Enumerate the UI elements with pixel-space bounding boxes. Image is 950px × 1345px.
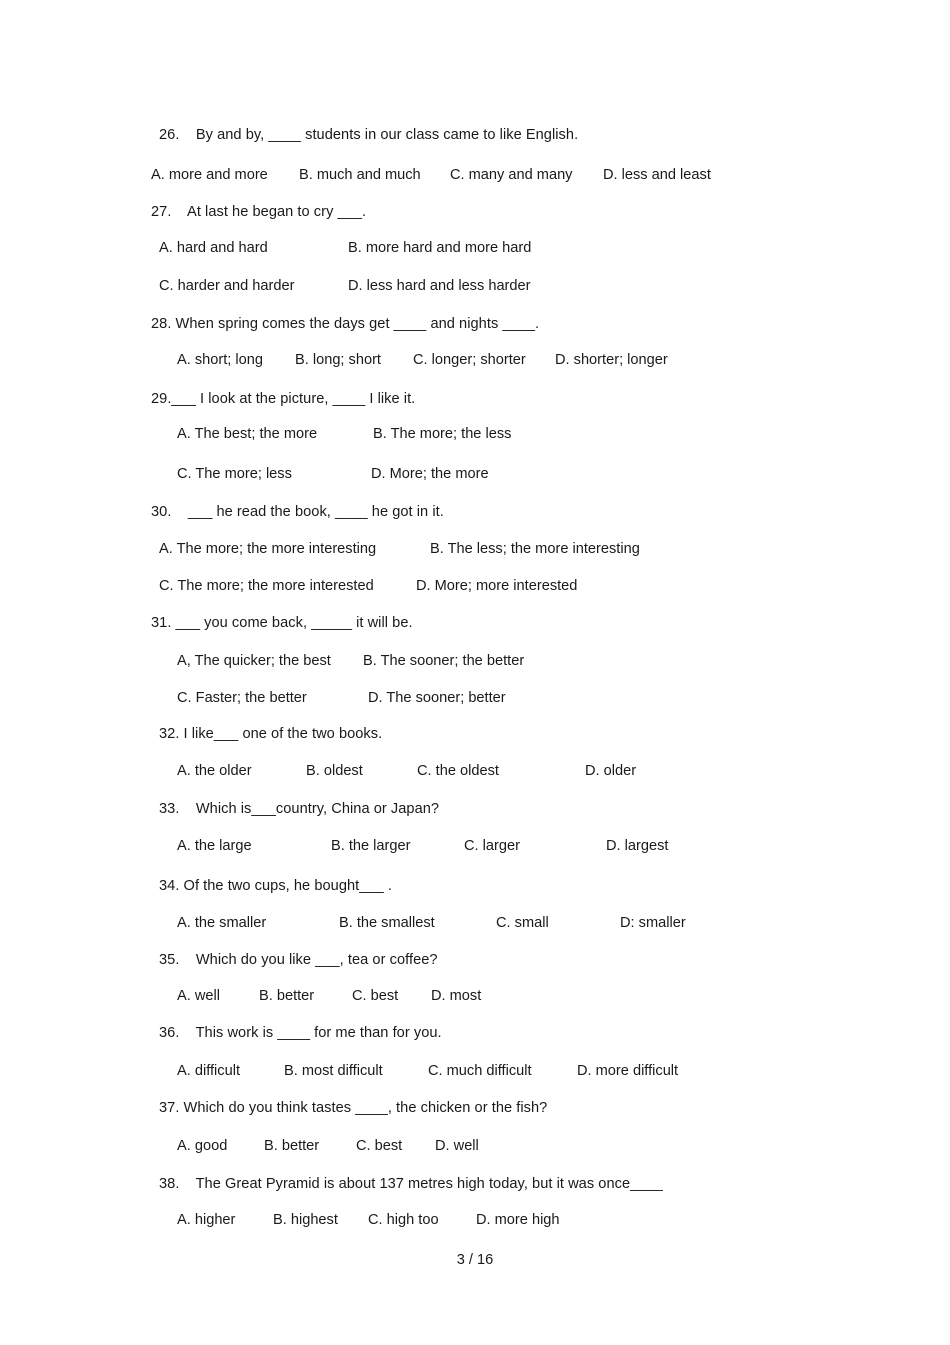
- question-stem: 32. I like___ one of the two books.: [159, 726, 383, 742]
- option-c: C. The more; the more interested: [159, 578, 374, 594]
- option-c: C. The more; less: [177, 466, 292, 482]
- option-d: D. well: [435, 1138, 479, 1154]
- question-stem: 28. When spring comes the days get ____ and nights ____.: [151, 316, 540, 332]
- question-stem: 26. By and by, ____ students in our class came to like English.: [159, 127, 579, 143]
- option-b: B. The less; the more interesting: [430, 541, 640, 557]
- question-stem: 30. ___ he read the book, ____ he got in it.: [151, 504, 444, 520]
- option-d: D: smaller: [620, 915, 686, 931]
- option-a: A. higher: [177, 1212, 236, 1228]
- option-b: B. oldest: [306, 763, 363, 779]
- option-c: C. the oldest: [417, 763, 499, 779]
- option-a: A. The more; the more interesting: [159, 541, 377, 557]
- question-stem: 33. Which is___country, China or Japan?: [159, 801, 440, 817]
- option-b: B. the smallest: [339, 915, 435, 931]
- option-c: C. longer; shorter: [413, 352, 526, 368]
- option-a: A. good: [177, 1138, 228, 1154]
- question-stem: 35. Which do you like ___, tea or coffee?: [159, 952, 438, 968]
- option-c: C. many and many: [450, 167, 573, 183]
- question-stem: 29.___ I look at the picture, ____ I like it.: [151, 391, 416, 407]
- option-d: D. The sooner; better: [368, 690, 506, 706]
- option-d: D. More; more interested: [416, 578, 578, 594]
- question-stem: 31. ___ you come back, _____ it will be.: [151, 615, 413, 631]
- option-c: C. Faster; the better: [177, 690, 307, 706]
- option-d: D. shorter; longer: [555, 352, 668, 368]
- option-d: D. more difficult: [577, 1063, 679, 1079]
- option-a: A. well: [177, 988, 220, 1004]
- option-d: D. largest: [606, 838, 669, 854]
- option-b: B. The more; the less: [373, 426, 512, 442]
- option-b: B. highest: [273, 1212, 338, 1228]
- option-a: A. the older: [177, 763, 252, 779]
- option-b: B. more hard and more hard: [348, 240, 532, 256]
- option-a: A. short; long: [177, 352, 263, 368]
- page-number: 3 / 16: [456, 1252, 494, 1268]
- option-b: B. The sooner; the better: [363, 653, 525, 669]
- option-d: D. most: [431, 988, 482, 1004]
- option-d: D. more high: [476, 1212, 560, 1228]
- option-b: B. better: [264, 1138, 320, 1154]
- option-c: C. best: [356, 1138, 403, 1154]
- option-a: A. The best; the more: [177, 426, 318, 442]
- option-d: D. More; the more: [371, 466, 489, 482]
- question-stem: 36. This work is ____ for me than for you.: [159, 1025, 442, 1041]
- option-c: C. best: [352, 988, 399, 1004]
- option-a: A. the smaller: [177, 915, 267, 931]
- question-stem: 38. The Great Pyramid is about 137 metres high today, but it was once____: [159, 1176, 663, 1192]
- option-b: B. long; short: [295, 352, 381, 368]
- option-d: D. less hard and less harder: [348, 278, 531, 294]
- question-stem: 27. At last he began to cry ___.: [151, 204, 367, 220]
- option-d: D. less and least: [603, 167, 711, 183]
- option-a: A, The quicker; the best: [177, 653, 331, 669]
- option-b: B. much and much: [299, 167, 421, 183]
- option-a: A. difficult: [177, 1063, 240, 1079]
- option-c: C. much difficult: [428, 1063, 532, 1079]
- option-c: C. larger: [464, 838, 520, 854]
- option-c: C. harder and harder: [159, 278, 295, 294]
- option-a: A. the large: [177, 838, 252, 854]
- option-a: A. hard and hard: [159, 240, 268, 256]
- question-stem: 37. Which do you think tastes ____, the chicken or the fish?: [159, 1100, 548, 1116]
- question-stem: 34. Of the two cups, he bought___ .: [159, 878, 392, 894]
- option-b: B. better: [259, 988, 315, 1004]
- option-c: C. high too: [368, 1212, 439, 1228]
- option-c: C. small: [496, 915, 549, 931]
- option-b: B. the larger: [331, 838, 411, 854]
- option-d: D. older: [585, 763, 637, 779]
- option-b: B. most difficult: [284, 1063, 383, 1079]
- option-a: A. more and more: [151, 167, 268, 183]
